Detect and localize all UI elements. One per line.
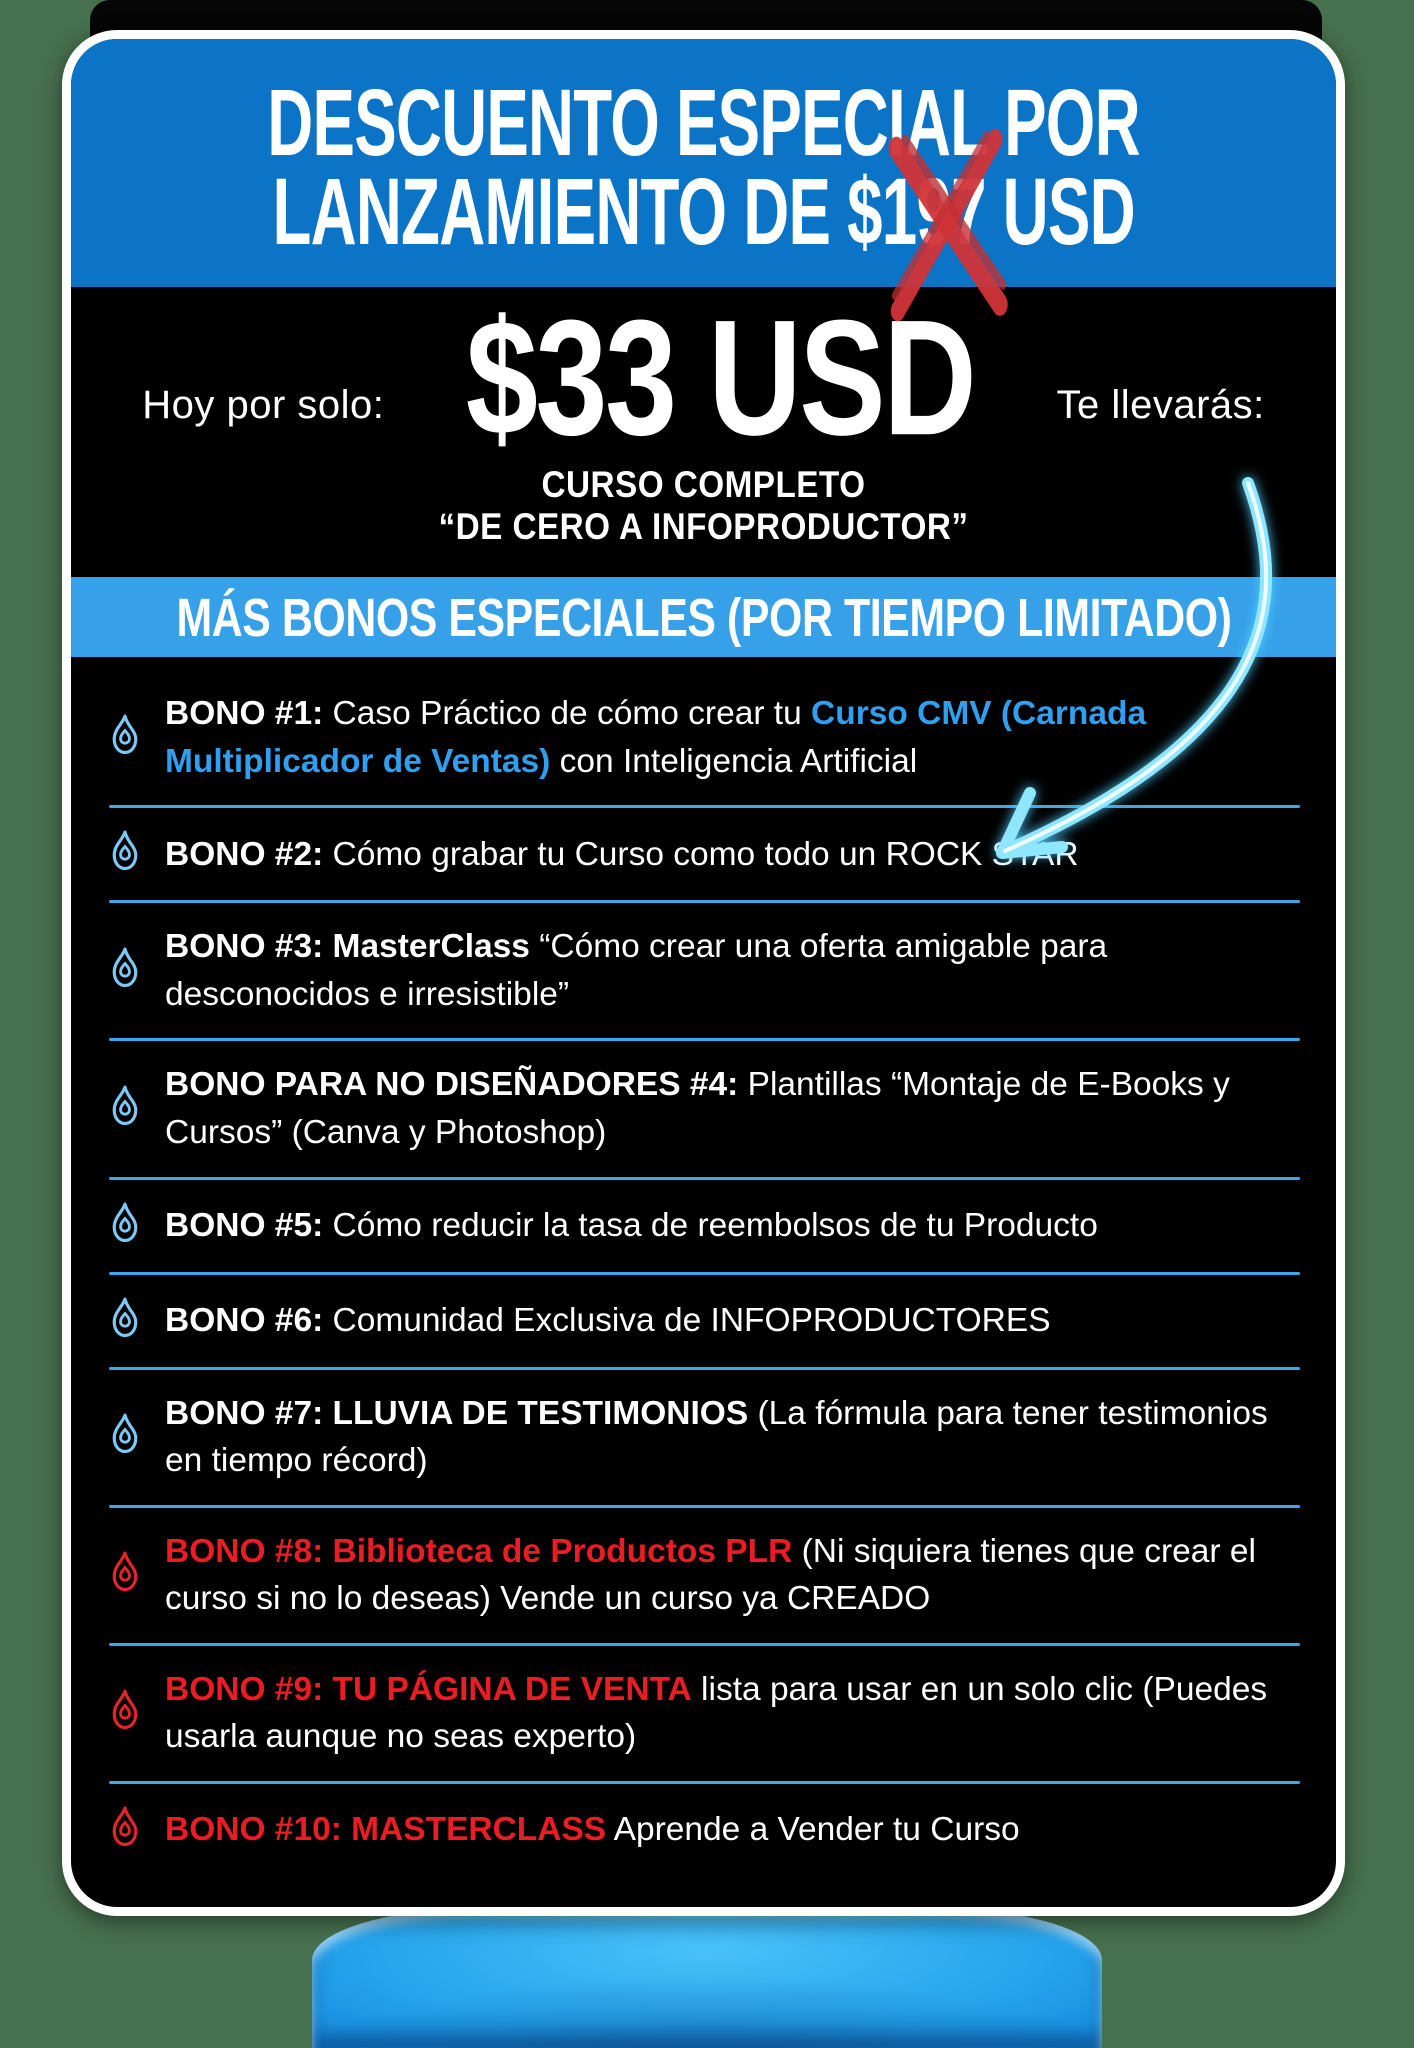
bonus-banner [71, 577, 1336, 657]
flame-icon [99, 712, 151, 764]
bonus-text [165, 690, 1310, 785]
bonus-text [165, 1528, 1310, 1623]
flame-icon [99, 1687, 151, 1739]
bonus-text-segment: BONO #9: TU PÁGINA DE VENTA [165, 1670, 692, 1708]
today-label: Hoy por solo: [142, 383, 385, 428]
bonus-row [99, 1193, 1310, 1259]
bonus-row [99, 1521, 1310, 1630]
bonus-text-segment: BONO #10: MASTERCLASS [165, 1811, 607, 1849]
bonus-divider [109, 900, 1300, 903]
bonus-text [165, 1061, 1310, 1156]
bonus-text-segment: BONO #7: LLUVIA DE TESTIMONIOS [165, 1394, 749, 1432]
blue-pedestal [312, 1908, 1102, 2048]
bonus-text-segment: BONO #2: [165, 835, 324, 873]
flame-icon [99, 945, 151, 997]
bonus-text-segment: BONO #3: MasterClass [165, 928, 530, 966]
bonus-text-segment: BONO PARA NO DISEÑADORES #4: [165, 1066, 739, 1104]
bonus-row [99, 1054, 1310, 1163]
bonus-text-segment: “Cómo crear una oferta amigable para desconocidos e irresistible” [165, 928, 1108, 1013]
old-price: 197 [882, 164, 986, 261]
bonus-divider [109, 1367, 1300, 1370]
bonus-row [99, 683, 1310, 792]
bonus-divider [109, 1177, 1300, 1180]
course-title [134, 464, 1273, 547]
bonus-text-segment: Curso CMV (Carnada Multiplicador de Ventas) [165, 695, 1147, 780]
bonus-row [99, 1659, 1310, 1768]
bonus-row [99, 1383, 1310, 1492]
takeaway-label: Te llevarás: [1056, 383, 1265, 428]
bonus-divider [109, 1781, 1300, 1784]
bonus-divider [109, 1505, 1300, 1508]
flame-icon [99, 1295, 151, 1347]
flame-icon [99, 1200, 151, 1252]
bonus-row [99, 821, 1310, 887]
headline-line1: DESCUENTO ESPECIAL POR [267, 70, 1140, 177]
bonus-text-segment: BONO #5: [165, 1206, 324, 1244]
bonus-text-segment: BONO #1: [165, 695, 324, 733]
bonus-row [99, 1797, 1310, 1863]
headline-line2: LANZAMIENTO DE $197 USD [272, 164, 1134, 261]
bonus-text-segment: Cómo reducir la tasa de reembolsos de tu Producto [323, 1206, 1098, 1244]
bonus-list [71, 657, 1336, 1907]
bonus-row [99, 1288, 1310, 1354]
new-price: $33 USD [466, 286, 975, 470]
bonus-text-segment: Cómo grabar tu Curso como todo un ROCK STAR [323, 835, 1079, 873]
bonus-text-segment: Caso Práctico de cómo crear tu [323, 695, 812, 733]
bonus-text-segment: Aprende a Vender tu Curso [606, 1811, 1020, 1849]
flame-icon [99, 828, 151, 880]
bonus-text [165, 1806, 1020, 1854]
offer-card [62, 30, 1345, 1916]
bonus-text-segment: (La fórmula para tener testimonios en tiempo récord) [165, 1394, 1268, 1480]
price-row [71, 286, 1336, 470]
flame-icon [99, 1411, 151, 1463]
bonus-text [165, 923, 1310, 1018]
bonus-row [99, 916, 1310, 1025]
bonus-divider [109, 805, 1300, 808]
bonus-divider [109, 1038, 1300, 1041]
flame-icon [99, 1549, 151, 1601]
bonus-text [165, 1390, 1310, 1485]
bonus-text-segment: BONO #6: [165, 1301, 324, 1339]
bonus-divider [109, 1643, 1300, 1646]
bonus-text-segment: (Ni siquiera tienes que crear el curso si no lo deseas) Vende un curso ya CREADO [165, 1532, 1256, 1618]
discount-header [71, 39, 1336, 287]
bonus-banner-text: MÁS BONOS ESPECIALES (POR TIEMPO LIMITADO) [175, 587, 1231, 648]
flame-icon [99, 1083, 151, 1135]
bonus-text-segment: Comunidad Exclusiva de INFOPRODUCTORES [323, 1301, 1051, 1339]
bonus-text [165, 1297, 1051, 1345]
course-line1: CURSO COMPLETO [541, 464, 866, 506]
bonus-text [165, 831, 1079, 879]
bonus-text-segment: BONO #8: Biblioteca de Productos PLR [165, 1532, 793, 1570]
bonus-text-segment: Plantillas “Montaje de E-Books y Cursos” (Canva y Photoshop) [165, 1066, 1230, 1152]
bonus-text [165, 1202, 1098, 1250]
course-line2: “DE CERO A INFOPRODUCTOR” [438, 505, 969, 547]
bonus-text [165, 1666, 1310, 1761]
bonus-text-segment: lista para usar en un solo clic (Puedes usarla aunque no seas experto) [165, 1670, 1268, 1756]
bonus-divider [109, 1272, 1300, 1275]
bonus-text-segment: con Inteligencia Artificial [550, 742, 918, 780]
flame-icon [99, 1804, 151, 1856]
